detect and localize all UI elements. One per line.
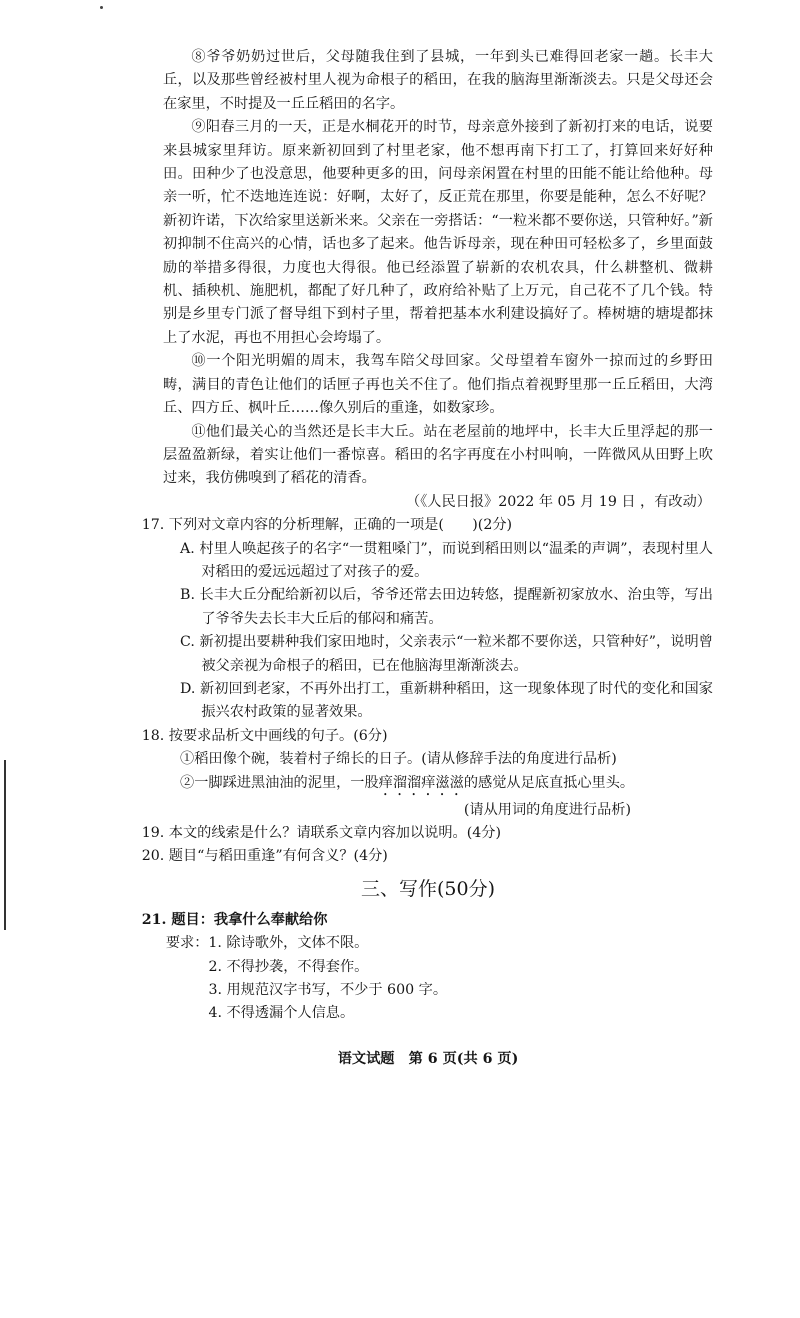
question-18-item-2 [180,772,713,799]
requirements-head: 要求：1. 除诗歌外，文体不限。 [165,935,369,952]
requirement-item-4: 4. 不得透漏个人信息。 [208,1005,355,1022]
article-paragraph-8: ⑧爷爷奶奶过世后，父母随我住到了县城，一年到头已难得回老家一趟。长丰大丘，以及那些曾经被村里人视为命根子的稻田，在我的脑海里渐渐淡去。只是父母还会在家里，不时提及一丘丘稻田的名字。 [163,49,713,112]
question-17-stem: 17. 下列对文章内容的分析理解，正确的一项是( )(2分) [141,517,513,534]
question-18-dotted-phrase: 痒溜溜痒滋滋 [378,774,464,791]
question-17-option-a: A. 村里人唤起孩子的名字“一贯粗嗓门”，而说到稻田则以“温柔的声调”，表现村里人对稻田的爱远远超过了对孩子的爱。 [180,540,713,580]
scan-margin-line [4,760,6,930]
scan-speck [100,6,103,9]
article-source: （《人民日报》2022 年 05 月 19 日 ，有改动） [406,493,711,510]
page-content [141,46,713,1071]
article-paragraph-10: ⑩一个阳光明媚的周末，我驾车陪父母回家。父母望着车窗外一掠而过的乡野田畴，满目的青色让他们的话匣子再也关不住了。他们指点着视野里那一丘丘稻田，大湾丘、四方丘、枫叶丘……像久别后的重逢，如数家珍。 [163,353,713,417]
question-19: 19. 本文的线索是什么？请联系文章内容加以说明。(4分) [141,825,501,841]
requirement-item-3: 3. 用规范汉字书写，不少于 600 字。 [208,982,448,999]
question-17-option-d: D. 新初回到老家，不再外出打工，重新耕种稻田，这一现象体现了时代的变化和国家振兴农村政策的显著效果。 [180,680,713,721]
writing-section-title: 三、写作(50分) [360,877,495,900]
article-paragraph-11: ⑪他们最关心的当然还是长丰大丘。站在老屋前的地坪中，长丰大丘里浮起的那一层盈盈新绿，着实让他们一番惊喜。稻田的名字再度在小村叫响，一阵微风从田野上吹过来，我仿佛嗅到了稻花的清香。 [163,423,713,487]
page-footer: 语文试题 第 6 页(共 6 页) [337,1050,519,1067]
question-18-item-2-after: 的感觉从足底直抵心里头。 [463,774,635,791]
question-21-title: 21. 题目：我拿什么奉献给你 [141,911,328,928]
requirement-item-2: 2. 不得抄袭，不得套作。 [208,958,369,975]
question-17-option-b: B. 长丰大丘分配给新初以后，爷爷还常去田边转悠，提醒新初家放水、治虫等，写出了爷爷失去长丰大丘后的郁闷和痛苦。 [180,587,713,627]
question-18-item-2-note: (请从用词的角度进行品析) [463,801,631,818]
question-18-stem: 18. 按要求品析文中画线的句子。(6分) [141,727,388,744]
question-18-item-1: ①稻田像个碗，装着村子绵长的日子。(请从修辞手法的角度进行品析) [180,751,617,768]
question-18-item-2-before: ②一脚踩进黑油油的泥里，一股 [180,774,379,791]
question-17-option-c: C. 新初提出要耕种我们家田地时，父亲表示“一粒米都不要你送，只管种好”，说明曾被父亲视为命根子的稻田，已在他脑海里渐渐淡去。 [180,634,713,674]
article-paragraph-9: ⑨阳春三月的一天，正是水桐花开的时节，母亲意外接到了新初打来的电话，说要来县城家里拜访。原来新初回到了村里老家，他不想再南下打工了，打算回来好好种田。田种少了也没意思，他要种更多的田，问母亲闲置在村里的田能不能让给他种。母亲一听，忙不迭地连连说：好啊，太好了，反正荒在那里，你要是能种，怎么不好呢？新初许诺，下次给家里送新米来。父亲在一旁搭话：“一粒米都不要你送，只管种好。”新初抑制不住高兴的心情，话也多了起来。他告诉母亲，现在种田可轻松多了，乡里面鼓励的举措多得很，力度也大得很。他已经添置了崭新的农机农具，什么耕整机、微耕机、插秧机、施肥机，都配了好几种了，政府给补贴了上万元，自己花不了几个钱。特别是乡里专门派了督导组下到村子里，帮着把基本水利建设搞好了。棒树塘的塘堤都抹上了水泥，再也不用担心会垮塌了。 [163,119,713,346]
question-20: 20. 题目“与稻田重逢”有何含义？(4分) [141,848,388,865]
